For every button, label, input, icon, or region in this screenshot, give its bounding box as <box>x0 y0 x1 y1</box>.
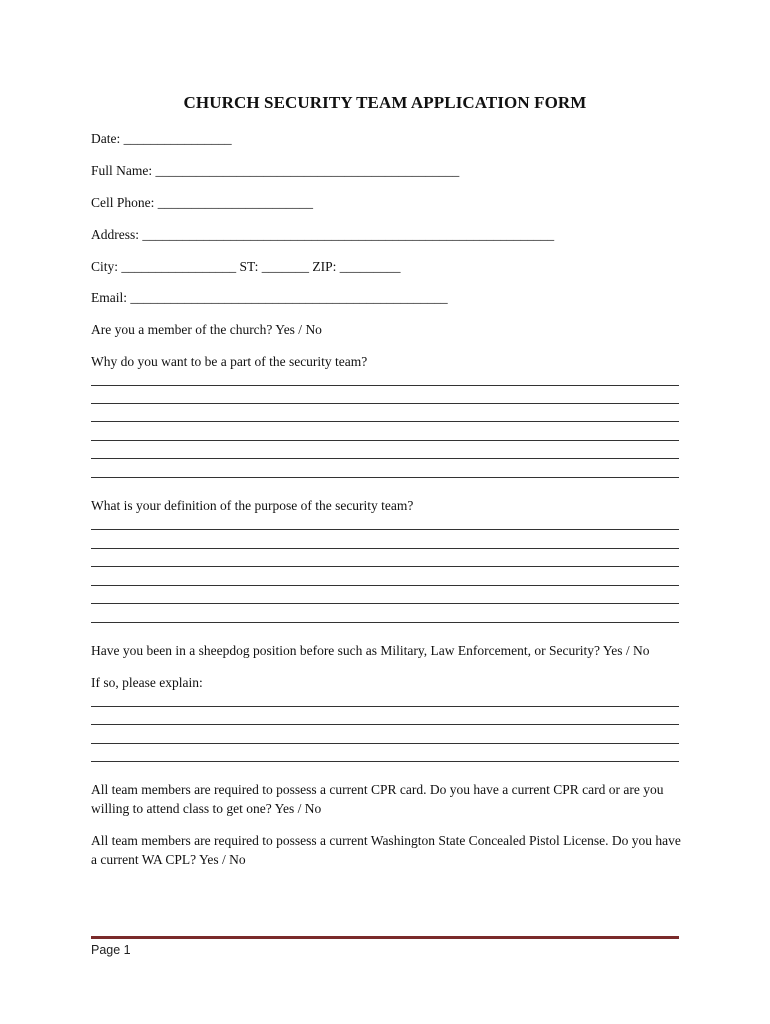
footer-divider <box>91 936 679 939</box>
sheepdog-question[interactable]: Have you been in a sheepdog position before such as Military, Law Enforcement, or Security? Yes / No <box>91 643 650 658</box>
answer-line[interactable] <box>91 403 679 404</box>
answer-line[interactable] <box>91 585 679 586</box>
full-name-field[interactable]: Full Name: _____________________________________________ <box>91 163 460 178</box>
answer-line[interactable] <box>91 458 679 459</box>
answer-line[interactable] <box>91 421 679 422</box>
answer-line[interactable] <box>91 477 679 478</box>
answer-line[interactable] <box>91 622 679 623</box>
why-join-question: Why do you want to be a part of the security team? <box>91 354 368 369</box>
date-field[interactable]: Date: ________________ <box>91 131 232 146</box>
answer-line[interactable] <box>91 603 679 604</box>
address-field[interactable]: Address: _____________________________________________________________ <box>91 227 555 242</box>
definition-question: What is your definition of the purpose of the security team? <box>91 498 414 513</box>
city-state-zip-field[interactable]: City: _________________ ST: _______ ZIP: _________ <box>91 259 401 274</box>
answer-line[interactable] <box>91 761 679 762</box>
answer-line[interactable] <box>91 385 679 386</box>
answer-line[interactable] <box>91 548 679 549</box>
answer-line[interactable] <box>91 706 679 707</box>
email-field[interactable]: Email: _______________________________________________ <box>91 290 448 305</box>
cpr-question[interactable]: All team members are required to possess a current CPR card. Do you have a current CPR card or are you willing to attend class to get one? Yes / No <box>91 782 664 816</box>
answer-line[interactable] <box>91 440 679 441</box>
cpl-question[interactable]: All team members are required to possess a current Washington State Concealed Pistol License. Do you have a current WA CPL? Yes / No <box>91 833 681 867</box>
page-number: Page 1 <box>91 943 131 957</box>
answer-line[interactable] <box>91 566 679 567</box>
answer-line[interactable] <box>91 724 679 725</box>
cell-phone-field[interactable]: Cell Phone: _______________________ <box>91 195 313 210</box>
member-question[interactable]: Are you a member of the church? Yes / No <box>91 322 322 337</box>
explain-question: If so, please explain: <box>91 675 203 690</box>
answer-line[interactable] <box>91 529 679 530</box>
answer-line[interactable] <box>91 743 679 744</box>
form-title: CHURCH SECURITY TEAM APPLICATION FORM <box>183 93 587 112</box>
